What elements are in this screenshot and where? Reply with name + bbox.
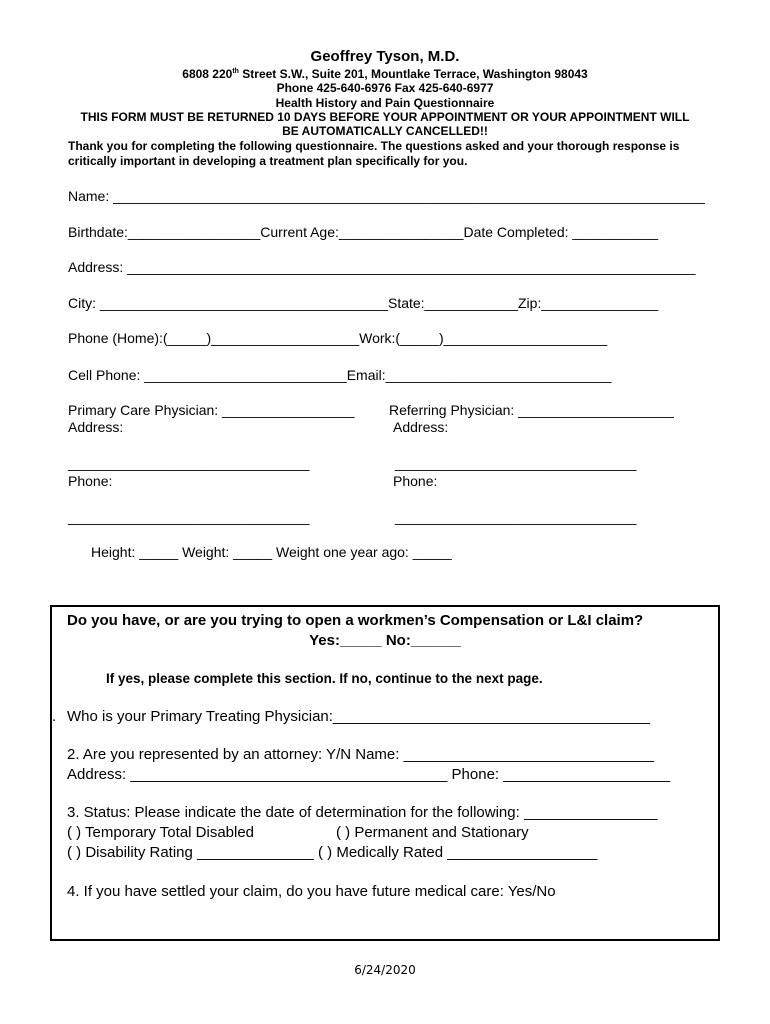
thanks-line-1: Thank you for completing the following questionnaire. The questions asked and your thorough response is — [68, 139, 680, 153]
pcp-address-label: Address: — [68, 419, 124, 435]
bullet-dot: . — [52, 708, 57, 725]
pcp-phone-label: Phone: — [68, 473, 113, 489]
pcp-phone-line[interactable]: _______________________________ — [68, 509, 310, 525]
ref-address-label: Address: — [393, 419, 449, 435]
primary-care-physician-field[interactable]: Primary Care Physician: _________________ — [68, 402, 355, 418]
ref-phone-label: Phone: — [393, 473, 438, 489]
referring-physician-field[interactable]: Referring Physician: ____________________ — [389, 402, 674, 418]
pcp-address-line[interactable]: _______________________________ — [68, 455, 310, 471]
address-pre: 6808 220 — [182, 67, 233, 81]
name-field[interactable]: Name: ____________________________________________________________________________ — [68, 188, 705, 204]
practice-address — [0, 67, 770, 81]
warning-line-2: BE AUTOMATICALLY CANCELLED!! — [282, 124, 488, 138]
form-title: Health History and Pain Questionnaire — [275, 96, 495, 110]
status-determination-field[interactable]: 3. Status: Please indicate the date of determination for the following: ________________ — [67, 804, 658, 821]
temporary-total-disabled-option[interactable]: ( ) Temporary Total Disabled — [67, 824, 255, 841]
claim-instruction: If yes, please complete this section. If no, continue to the next page. — [106, 671, 543, 686]
attorney-address-phone-field[interactable]: Address: ______________________________________ Phone: ____________________ — [67, 766, 671, 783]
ref-address-line[interactable]: _______________________________ — [395, 455, 637, 471]
warning-line-1: THIS FORM MUST BE RETURNED 10 DAYS BEFORE YOUR APPOINTMENT OR YOUR APPOINTMENT WILL — [80, 110, 690, 124]
footer-date: 6/24/2020 — [354, 963, 416, 977]
future-medical-care-field[interactable]: 4. If you have settled your claim, do you have future medical care: Yes/No — [67, 883, 556, 900]
address-post: Street S.W., Suite 201, Mountlake Terrace, Washington 98043 — [238, 67, 588, 81]
phone-work-field[interactable]: Phone (Home):(_____)___________________Work:(_____)_____________________ — [68, 330, 608, 346]
birthdate-age-date-field[interactable]: Birthdate:_________________Current Age:________________Date Completed: ___________ — [68, 224, 659, 240]
disability-rating-field[interactable]: ( ) Disability Rating ______________ ( ) Medically Rated __________________ — [67, 844, 598, 861]
primary-treating-physician-field[interactable]: Who is your Primary Treating Physician:______________________________________ — [67, 708, 650, 725]
height-weight-field[interactable]: Height: _____ Weight: _____ Weight one year ago: _____ — [91, 544, 452, 560]
thanks-line-2: critically important in developing a treatment plan specifically for you. — [68, 154, 468, 168]
doctor-name: Geoffrey Tyson, M.D. — [310, 48, 460, 65]
address-sup: th — [232, 68, 239, 75]
city-state-zip-field[interactable]: City: _____________________________________State:____________Zip:_______________ — [68, 295, 659, 311]
attorney-name-field[interactable]: 2. Are you represented by an attorney: Y/N Name: ______________________________ — [67, 746, 654, 763]
claim-question: Do you have, or are you trying to open a workmen’s Compensation or L&I claim? — [67, 612, 644, 629]
phone-fax: Phone 425-640-6976 Fax 425-640-6977 — [276, 81, 494, 95]
cell-email-field[interactable]: Cell Phone: __________________________Email:_____________________________ — [68, 367, 612, 383]
claim-yes-no[interactable]: Yes:_____ No:______ — [309, 632, 461, 649]
permanent-stationary-option[interactable]: ( ) Permanent and Stationary — [336, 824, 529, 841]
address-field[interactable]: Address: _________________________________________________________________________ — [68, 259, 696, 275]
ref-phone-line[interactable]: _______________________________ — [395, 509, 637, 525]
